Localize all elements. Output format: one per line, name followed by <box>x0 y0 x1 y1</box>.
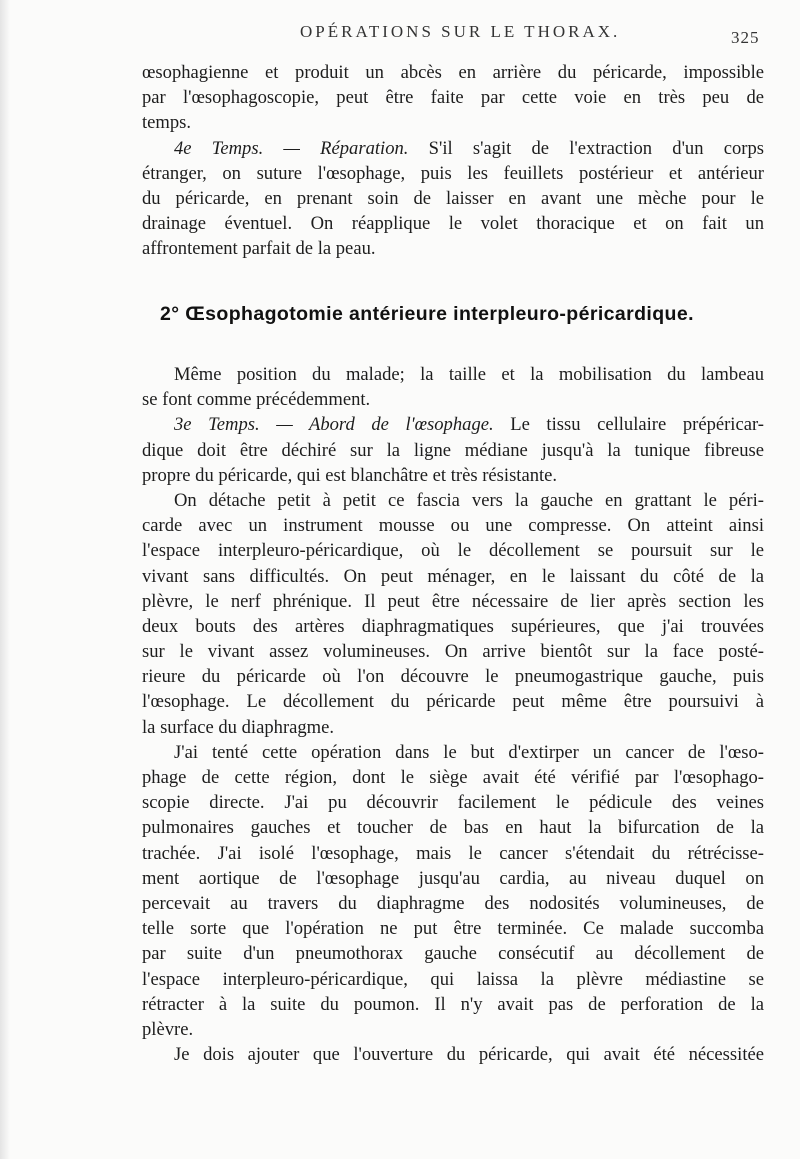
text-line: pulmonaires gauches et toucher de bas en haut la bifurcation de la <box>142 817 764 839</box>
text-line: temps. <box>142 112 192 134</box>
text-line: se font comme précédemment. <box>142 389 371 411</box>
text-line: plèvre, le nerf phrénique. Il peut être nécessaire de lier après section les <box>142 590 764 612</box>
text-line: par suite d'un pneumothorax gauche consécutif au décollement de <box>142 943 764 965</box>
text-line: sur le vivant assez volumineuses. On arrive bientôt sur la face posté- <box>142 641 764 663</box>
text-line: percevait au travers du diaphragme des nodosités volumineuses, de <box>142 892 764 914</box>
step-4-first-line <box>142 136 764 161</box>
running-title: OPÉRATIONS SUR LE THORAX. <box>300 22 621 41</box>
page-number: 325 <box>731 28 760 47</box>
text-line: trachée. J'ai isolé l'œsophage, mais le cancer s'étendait du rétrécisse- <box>142 842 764 864</box>
text-line: l'œsophage. Le décollement du péricarde peut même être poursuivi à <box>142 691 764 713</box>
step-3-label: 3e Temps. — Abord de l'œsophage. <box>174 414 494 436</box>
text-line: rieure du péricarde où l'on découvre le pneumogastrique gauche, puis <box>142 666 764 688</box>
text-line: scopie directe. J'ai pu découvrir facilement le pédicule des veines <box>142 792 764 814</box>
text-line: deux bouts des artères diaphragmatiques supérieures, que j'ai trouvées <box>142 615 764 637</box>
text-line: drainage éventuel. On réapplique le volet thoracique et on fait un <box>142 213 764 235</box>
text-line: dique doit être déchiré sur la ligne médiane jusqu'à la tunique fibreuse <box>142 439 764 461</box>
text-line: rétracter à la suite du poumon. Il n'y avait pas de perforation de la <box>142 993 764 1015</box>
section-heading: 2° Œsophagotomie antérieure interpleuro-péricardique. <box>160 303 694 325</box>
text-line: plèvre. <box>142 1018 194 1040</box>
step-4-label: 4e Temps. — Réparation. <box>174 137 409 159</box>
text-fragment: Le tissu cellulaire prépéricar- <box>493 414 764 436</box>
text-line: vivant sans difficultés. On peut ménager, en le laissant du côté de la <box>142 565 764 587</box>
text-block-main <box>142 362 764 1067</box>
text-line: carde avec un instrument mousse ou une compresse. On atteint ainsi <box>142 515 764 537</box>
text-line: propre du péricarde, qui est blanchâtre et très résistante. <box>142 464 558 486</box>
text-line: par l'œsophagoscopie, peut être faite par cette voie en très peu de <box>142 87 764 109</box>
text-line: Je dois ajouter que l'ouverture du péricarde, qui avait été nécessitée <box>174 1044 764 1066</box>
text-line: J'ai tenté cette opération dans le but d'extirper un cancer de l'œso- <box>174 741 764 763</box>
text-line: la surface du diaphragme. <box>142 716 335 738</box>
text-line: ment aortique de l'œsophage jusqu'au cardia, au niveau duquel on <box>142 867 764 889</box>
text-line: étranger, on suture l'œsophage, puis les feuillets postérieur et antérieur <box>142 162 764 184</box>
text-line: phage de cette région, dont le siège avait été vérifié par l'œsophago- <box>142 767 764 788</box>
text-fragment: S'il s'agit de l'extraction d'un corps <box>408 137 764 159</box>
text-line: On détache petit à petit ce fascia vers la gauche en grattant le péri- <box>174 489 764 511</box>
text-line: telle sorte que l'opération ne put être terminée. Ce malade succomba <box>142 918 764 940</box>
page-edge-shadow <box>0 0 10 1159</box>
text-line: œsophagienne et produit un abcès en arrière du péricarde, impossible <box>142 62 764 83</box>
text-line: l'espace interpleuro-péricardique, où le décollement se poursuit sur le <box>142 540 764 562</box>
step-3-first-line <box>142 412 764 437</box>
text-line: l'espace interpleuro-péricardique, qui laissa la plèvre médiastine se <box>142 968 764 990</box>
text-line: Même position du malade; la taille et la mobilisation du lambeau <box>174 364 764 385</box>
text-line: du péricarde, en prenant soin de laisser en avant une mèche pour le <box>142 187 764 209</box>
text-line: affrontement parfait de la peau. <box>142 238 376 260</box>
text-block-top <box>142 60 764 262</box>
